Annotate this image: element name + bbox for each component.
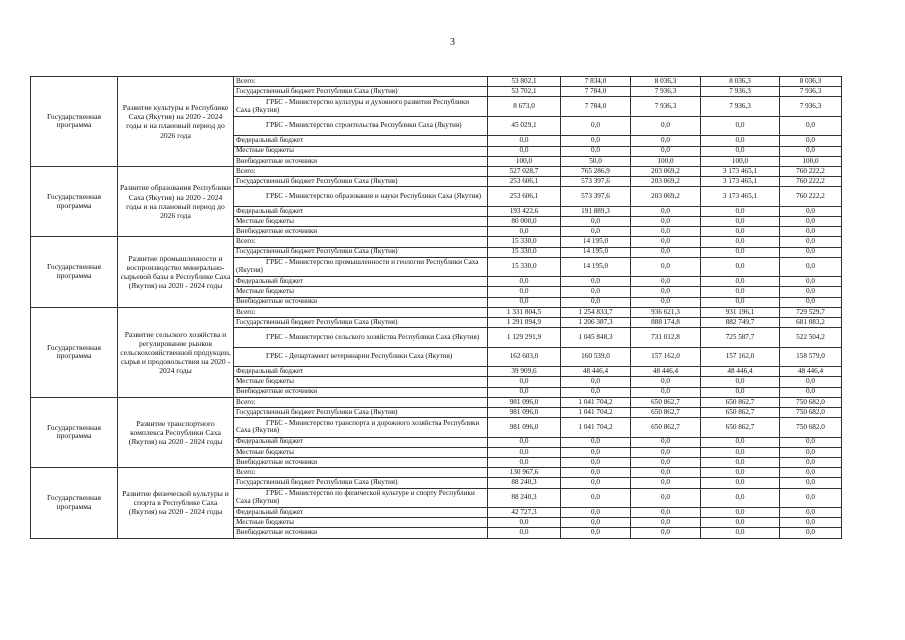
amount-cell: 0,0 (561, 488, 631, 508)
amount-cell: 0,0 (488, 528, 561, 538)
amount-cell: 0,0 (488, 447, 561, 457)
table-row (31, 307, 842, 317)
amount-cell: 14 195,0 (561, 257, 631, 277)
amount-cell: 0,0 (631, 468, 701, 478)
amount-cell: 765 286,9 (561, 166, 631, 176)
funding-source-label: Всего: (234, 468, 488, 478)
table-row (31, 237, 842, 247)
amount-cell: 650 862,7 (701, 418, 780, 438)
amount-cell: 0,0 (488, 387, 561, 397)
amount-cell: 0,0 (561, 377, 631, 387)
amount-cell: 0,0 (488, 297, 561, 307)
table-row (31, 77, 842, 87)
amount-cell: 0,0 (631, 116, 701, 136)
amount-cell: 203 069,2 (631, 187, 701, 207)
amount-cell: 0,0 (631, 478, 701, 488)
funding-source-label: Федеральный бюджет (234, 277, 488, 287)
amount-cell: 130 967,6 (488, 468, 561, 478)
amount-cell: 0,0 (561, 478, 631, 488)
amount-cell: 0,0 (780, 488, 842, 508)
amount-cell: 0,0 (488, 437, 561, 447)
amount-cell: 53 802,1 (488, 77, 561, 87)
amount-cell: 3 173 465,1 (701, 187, 780, 207)
amount-cell: 7 784,0 (561, 97, 631, 117)
amount-cell: 0,0 (561, 387, 631, 397)
amount-cell: 80 000,0 (488, 217, 561, 227)
funding-source-label: Местные бюджеты (234, 377, 488, 387)
funding-source-label: Местные бюджеты (234, 287, 488, 297)
amount-cell: 0,0 (780, 297, 842, 307)
amount-cell: 0,0 (561, 146, 631, 156)
amount-cell: 731 012,8 (631, 328, 701, 348)
amount-cell: 0,0 (780, 206, 842, 216)
funding-source-label: ГРБС - Министерство строительства Республики Саха (Якутия) (234, 116, 488, 136)
amount-cell: 7 936,3 (780, 97, 842, 117)
funding-source-label: Местные бюджеты (234, 146, 488, 156)
amount-cell: 0,0 (561, 287, 631, 297)
amount-cell: 100,0 (488, 156, 561, 166)
amount-cell: 0,0 (631, 297, 701, 307)
amount-cell: 0,0 (701, 387, 780, 397)
funding-source-label: Государственный бюджет Республики Саха (Якутия) (234, 478, 488, 488)
amount-cell: 0,0 (488, 287, 561, 297)
table-row (31, 468, 842, 478)
funding-source-label: ГРБС - Министерство культуры и духовного развития Республики Саха (Якутия) (234, 97, 488, 117)
amount-cell: 0,0 (701, 247, 780, 257)
amount-cell: 931 196,1 (701, 307, 780, 317)
amount-cell: 0,0 (631, 528, 701, 538)
amount-cell: 0,0 (780, 528, 842, 538)
amount-cell: 0,0 (780, 468, 842, 478)
amount-cell: 0,0 (561, 528, 631, 538)
funding-source-label: Государственный бюджет Республики Саха (Якутия) (234, 177, 488, 187)
amount-cell: 15 330,0 (488, 237, 561, 247)
program-type-cell: Государственная программа (31, 237, 118, 307)
amount-cell: 0,0 (701, 528, 780, 538)
amount-cell: 936 621,3 (631, 307, 701, 317)
funding-source-label: Местные бюджеты (234, 217, 488, 227)
amount-cell: 0,0 (561, 227, 631, 237)
amount-cell: 42 727,3 (488, 508, 561, 518)
amount-cell: 0,0 (780, 387, 842, 397)
budget-table-body (31, 77, 842, 539)
amount-cell: 650 862,7 (631, 407, 701, 417)
amount-cell: 0,0 (701, 458, 780, 468)
amount-cell: 0,0 (701, 287, 780, 297)
amount-cell: 0,0 (631, 508, 701, 518)
amount-cell: 45 029,1 (488, 116, 561, 136)
amount-cell: 0,0 (780, 377, 842, 387)
program-type-cell: Государственная программа (31, 397, 118, 467)
amount-cell: 0,0 (631, 387, 701, 397)
funding-source-label: Всего: (234, 307, 488, 317)
amount-cell: 0,0 (780, 518, 842, 528)
amount-cell: 157 162,0 (631, 347, 701, 367)
amount-cell: 650 862,7 (631, 418, 701, 438)
amount-cell: 7 936,3 (780, 87, 842, 97)
table-row (31, 397, 842, 407)
funding-source-label: Внебюджетные источники (234, 227, 488, 237)
amount-cell: 253 606,1 (488, 177, 561, 187)
amount-cell: 0,0 (780, 136, 842, 146)
amount-cell: 1 041 704,2 (561, 407, 631, 417)
funding-source-label: Федеральный бюджет (234, 508, 488, 518)
amount-cell: 1 045 848,3 (561, 328, 631, 348)
amount-cell: 1 254 833,7 (561, 307, 631, 317)
amount-cell: 0,0 (631, 257, 701, 277)
amount-cell: 0,0 (780, 478, 842, 488)
amount-cell: 0,0 (780, 146, 842, 156)
amount-cell: 162 603,0 (488, 347, 561, 367)
amount-cell: 0,0 (561, 518, 631, 528)
amount-cell: 48 446,4 (701, 367, 780, 377)
funding-source-label: ГРБС - Министерство транспорта и дорожного хозяйства Республики Саха (Якутия) (234, 418, 488, 438)
amount-cell: 203 069,2 (631, 177, 701, 187)
amount-cell: 0,0 (780, 437, 842, 447)
amount-cell: 0,0 (561, 217, 631, 227)
amount-cell: 0,0 (701, 116, 780, 136)
amount-cell: 7 834,0 (561, 77, 631, 87)
amount-cell: 0,0 (780, 458, 842, 468)
program-name-cell: Развитие образования Республики Саха (Якутия) на 2020 - 2024 годы и на плановый период до 2026 года (118, 166, 234, 236)
amount-cell: 0,0 (488, 377, 561, 387)
amount-cell: 573 397,6 (561, 187, 631, 207)
amount-cell: 981 096,0 (488, 418, 561, 438)
amount-cell: 1 129 291,9 (488, 328, 561, 348)
amount-cell: 253 606,1 (488, 187, 561, 207)
amount-cell: 100,0 (631, 156, 701, 166)
amount-cell: 15 330,0 (488, 247, 561, 257)
funding-source-label: Всего: (234, 237, 488, 247)
amount-cell: 7 936,3 (701, 97, 780, 117)
amount-cell: 7 936,3 (631, 97, 701, 117)
funding-source-label: Внебюджетные источники (234, 297, 488, 307)
funding-source-label: Федеральный бюджет (234, 206, 488, 216)
funding-source-label: Местные бюджеты (234, 447, 488, 457)
amount-cell: 48 446,4 (780, 367, 842, 377)
amount-cell: 8 673,0 (488, 97, 561, 117)
amount-cell: 760 222,2 (780, 177, 842, 187)
funding-source-label: ГРБС - Министерство образования и науки Республики Саха (Якутия) (234, 187, 488, 207)
amount-cell: 650 862,7 (631, 397, 701, 407)
amount-cell: 0,0 (780, 447, 842, 457)
amount-cell: 0,0 (701, 227, 780, 237)
amount-cell: 0,0 (631, 217, 701, 227)
amount-cell: 8 036,3 (780, 77, 842, 87)
amount-cell: 1 041 704,2 (561, 418, 631, 438)
amount-cell: 0,0 (631, 136, 701, 146)
amount-cell: 0,0 (780, 508, 842, 518)
amount-cell: 750 682,0 (780, 418, 842, 438)
amount-cell: 0,0 (631, 206, 701, 216)
funding-source-label: Внебюджетные источники (234, 387, 488, 397)
amount-cell: 0,0 (780, 227, 842, 237)
amount-cell: 0,0 (561, 458, 631, 468)
amount-cell: 3 173 465,1 (701, 166, 780, 176)
amount-cell: 750 682,0 (780, 397, 842, 407)
funding-source-label: Государственный бюджет Республики Саха (Якутия) (234, 247, 488, 257)
amount-cell: 14 195,0 (561, 237, 631, 247)
amount-cell: 0,0 (780, 116, 842, 136)
amount-cell: 0,0 (488, 518, 561, 528)
funding-source-label: ГРБС - Министерство сельского хозяйства Республики Саха (Якутия) (234, 328, 488, 348)
funding-source-label: Внебюджетные источники (234, 528, 488, 538)
amount-cell: 1 041 704,2 (561, 397, 631, 407)
amount-cell: 0,0 (701, 377, 780, 387)
amount-cell: 0,0 (701, 136, 780, 146)
amount-cell: 0,0 (701, 437, 780, 447)
amount-cell: 0,0 (561, 277, 631, 287)
amount-cell: 7 936,3 (631, 87, 701, 97)
amount-cell: 0,0 (701, 277, 780, 287)
funding-source-label: Государственный бюджет Республики Саха (Якутия) (234, 318, 488, 328)
program-type-cell: Государственная программа (31, 307, 118, 397)
amount-cell: 158 579,0 (780, 347, 842, 367)
amount-cell: 0,0 (701, 146, 780, 156)
amount-cell: 0,0 (488, 227, 561, 237)
amount-cell: 100,0 (780, 156, 842, 166)
amount-cell: 0,0 (701, 508, 780, 518)
amount-cell: 88 240,3 (488, 478, 561, 488)
amount-cell: 0,0 (701, 257, 780, 277)
amount-cell: 888 174,8 (631, 318, 701, 328)
amount-cell: 729 529,7 (780, 307, 842, 317)
amount-cell: 0,0 (631, 458, 701, 468)
amount-cell: 160 539,0 (561, 347, 631, 367)
funding-source-label: Государственный бюджет Республики Саха (Якутия) (234, 407, 488, 417)
amount-cell: 0,0 (631, 277, 701, 287)
amount-cell: 0,0 (488, 458, 561, 468)
amount-cell: 0,0 (631, 447, 701, 457)
amount-cell: 760 222,2 (780, 166, 842, 176)
amount-cell: 0,0 (561, 468, 631, 478)
amount-cell: 0,0 (701, 468, 780, 478)
amount-cell: 0,0 (561, 437, 631, 447)
amount-cell: 48 446,4 (631, 367, 701, 377)
amount-cell: 0,0 (631, 227, 701, 237)
amount-cell: 15 330,0 (488, 257, 561, 277)
amount-cell: 157 162,0 (701, 347, 780, 367)
amount-cell: 14 195,0 (561, 247, 631, 257)
amount-cell: 0,0 (561, 116, 631, 136)
amount-cell: 0,0 (701, 237, 780, 247)
amount-cell: 0,0 (561, 447, 631, 457)
amount-cell: 0,0 (780, 247, 842, 257)
amount-cell: 88 240,3 (488, 488, 561, 508)
page-number: 3 (450, 37, 455, 48)
amount-cell: 981 096,0 (488, 407, 561, 417)
funding-source-label: Федеральный бюджет (234, 367, 488, 377)
amount-cell: 573 397,6 (561, 177, 631, 187)
amount-cell: 0,0 (701, 478, 780, 488)
amount-cell: 0,0 (561, 136, 631, 146)
amount-cell: 191 889,3 (561, 206, 631, 216)
amount-cell: 0,0 (701, 447, 780, 457)
amount-cell: 0,0 (631, 237, 701, 247)
funding-source-label: Всего: (234, 397, 488, 407)
amount-cell: 7 784,0 (561, 87, 631, 97)
funding-source-label: Внебюджетные источники (234, 458, 488, 468)
program-type-cell: Государственная программа (31, 77, 118, 167)
amount-cell: 0,0 (488, 136, 561, 146)
amount-cell: 981 096,0 (488, 397, 561, 407)
amount-cell: 0,0 (701, 488, 780, 508)
amount-cell: 650 862,7 (701, 397, 780, 407)
program-type-cell: Государственная программа (31, 166, 118, 236)
amount-cell: 0,0 (780, 287, 842, 297)
funding-source-label: Федеральный бюджет (234, 437, 488, 447)
funding-source-label: ГРБС - Министерство промышленности и геологии Республики Саха (Якутия) (234, 257, 488, 277)
amount-cell: 0,0 (780, 257, 842, 277)
amount-cell: 750 682,0 (780, 407, 842, 417)
budget-table (30, 76, 842, 539)
amount-cell: 0,0 (701, 518, 780, 528)
amount-cell: 8 036,3 (701, 77, 780, 87)
amount-cell: 50,0 (561, 156, 631, 166)
funding-source-label: ГРБС - Департамент ветеринарии Республики Саха (Якутия) (234, 347, 488, 367)
amount-cell: 0,0 (631, 437, 701, 447)
amount-cell: 1 206 387,3 (561, 318, 631, 328)
amount-cell: 0,0 (701, 206, 780, 216)
amount-cell: 0,0 (488, 146, 561, 156)
amount-cell: 0,0 (780, 277, 842, 287)
funding-source-label: ГРБС - Министерство по физической культуре и спорту Республики Саха (Якутия) (234, 488, 488, 508)
amount-cell: 1 331 804,5 (488, 307, 561, 317)
program-name-cell: Развитие физической культуры и спорта в Республике Саха (Якутия) на 2020 - 2024 годы (118, 468, 234, 538)
amount-cell: 3 173 465,1 (701, 177, 780, 187)
amount-cell: 650 862,7 (701, 407, 780, 417)
program-name-cell: Развитие сельского хозяйства и регулирование рынков сельскохозяйственной продукции, сырья и продовольствия на 2020 - 2024 годы (118, 307, 234, 397)
amount-cell: 1 291 894,9 (488, 318, 561, 328)
amount-cell: 0,0 (701, 297, 780, 307)
amount-cell: 7 936,3 (701, 87, 780, 97)
funding-source-label: Всего: (234, 77, 488, 87)
amount-cell: 0,0 (780, 217, 842, 227)
program-type-cell: Государственная программа (31, 468, 118, 538)
program-name-cell: Развитие транспортного комплекса Республики Саха (Якутия) на 2020 - 2024 годы (118, 397, 234, 467)
amount-cell: 0,0 (561, 508, 631, 518)
amount-cell: 0,0 (780, 237, 842, 247)
amount-cell: 0,0 (488, 277, 561, 287)
amount-cell: 48 446,4 (561, 367, 631, 377)
amount-cell: 725 587,7 (701, 328, 780, 348)
amount-cell: 39 909,6 (488, 367, 561, 377)
amount-cell: 100,0 (701, 156, 780, 166)
table-row (31, 166, 842, 176)
amount-cell: 760 222,2 (780, 187, 842, 207)
funding-source-label: Государственный бюджет Республики Саха (Якутия) (234, 87, 488, 97)
amount-cell: 53 702,1 (488, 87, 561, 97)
amount-cell: 681 083,2 (780, 318, 842, 328)
amount-cell: 0,0 (631, 287, 701, 297)
amount-cell: 882 749,7 (701, 318, 780, 328)
amount-cell: 193 422,6 (488, 206, 561, 216)
amount-cell: 0,0 (631, 488, 701, 508)
amount-cell: 203 069,2 (631, 166, 701, 176)
funding-source-label: Местные бюджеты (234, 518, 488, 528)
amount-cell: 0,0 (701, 217, 780, 227)
amount-cell: 522 504,2 (780, 328, 842, 348)
amount-cell: 0,0 (561, 297, 631, 307)
program-name-cell: Развитие культуры в Республике Саха (Якутия) на 2020 - 2024 годы и на плановый период до 2026 года (118, 77, 234, 167)
funding-source-label: Федеральный бюджет (234, 136, 488, 146)
program-name-cell: Развитие промышленности и воспроизводство минерально-сырьевой базы в Республике Саха (Якутия) на 2020 - 2024 годы (118, 237, 234, 307)
amount-cell: 0,0 (631, 247, 701, 257)
funding-source-label: Всего: (234, 166, 488, 176)
amount-cell: 0,0 (631, 377, 701, 387)
amount-cell: 8 036,3 (631, 77, 701, 87)
amount-cell: 527 028,7 (488, 166, 561, 176)
amount-cell: 0,0 (631, 518, 701, 528)
funding-source-label: Внебюджетные источники (234, 156, 488, 166)
amount-cell: 0,0 (631, 146, 701, 156)
